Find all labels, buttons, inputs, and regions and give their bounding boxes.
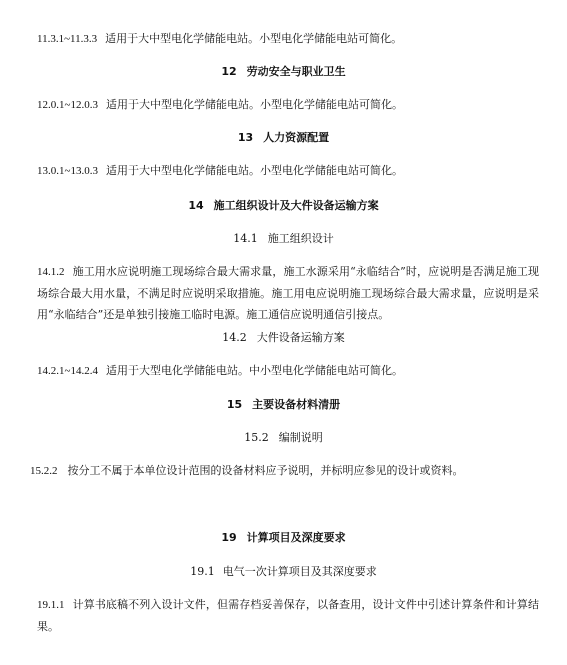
heading-13 [0, 127, 567, 148]
clause-text: 施工用水应说明施工现场综合最大需求量，施工水源采用“永临结合”时，应说明是否满足施工现场综合最大用水量，不满足时应说明采取措施。施工用电应说明施工现场综合最大需求量，应说明是采用“永临结合”还是单独引接施工临时电源。施工通信应说明通信引接点。 [37, 265, 539, 321]
clause-number: 12.0.1~12.0.3 [37, 99, 98, 111]
heading-19-1 [0, 561, 567, 582]
clause-number: 11.3.1~11.3.3 [37, 33, 98, 45]
heading-title: 电气一次计算项目及其深度要求 [222, 565, 377, 578]
heading-number: 19.1 [190, 565, 215, 578]
heading-number: 15.2 [244, 431, 269, 444]
clause-text: 计算书底稿不列入设计文件，但需存档妥善保存，以备查用，设计文件中引述计算条件和计算结果。 [37, 598, 539, 633]
heading-number: 15 [226, 398, 243, 411]
heading-number: 13 [237, 131, 254, 144]
heading-14-2 [0, 327, 567, 348]
heading-number: 14.2 [222, 331, 247, 344]
heading-number: 19 [221, 531, 237, 544]
clause-14-1-2 [37, 261, 539, 325]
heading-title: 计算项目及深度要求 [246, 531, 346, 544]
heading-title: 施工组织设计 [267, 232, 334, 245]
clause-number: 15.2.2 [30, 465, 58, 477]
clause-text: 适用于大中型电化学储能电站。小型电化学储能电站可简化。 [105, 164, 403, 177]
clause-text: 适用于大中型电化学储能电站。小型电化学储能电站可简化。 [105, 32, 403, 45]
clause-11-3-1 [37, 28, 539, 50]
clause-number: 19.1.1 [37, 599, 65, 611]
heading-title: 人力资源配置 [263, 131, 330, 144]
clause-19-1-1 [37, 594, 539, 637]
clause-number: 14.1.2 [37, 266, 65, 278]
heading-number: 14.1 [233, 232, 258, 245]
heading-title: 施工组织设计及大件设备运输方案 [213, 199, 379, 212]
heading-title: 主要设备材料清册 [252, 398, 341, 411]
clause-text: 适用于大中型电化学储能电站。小型电化学储能电站可简化。 [105, 98, 403, 111]
clause-14-2-1 [37, 360, 539, 382]
clause-13-0-1 [37, 160, 539, 182]
clause-12-0-1 [37, 94, 539, 116]
clause-text: 适用于大型电化学储能电站。中小型电化学储能电站可简化。 [105, 364, 403, 377]
clause-number: 14.2.1~14.2.4 [37, 365, 98, 377]
heading-19 [0, 527, 567, 548]
heading-14-1 [0, 228, 567, 249]
clause-number: 13.0.1~13.0.3 [37, 165, 98, 177]
heading-number: 12 [221, 65, 237, 78]
heading-14 [0, 195, 567, 216]
clause-text: 按分工不属于本单位设计范围的设备材料应予说明，并标明应参见的设计或资料。 [67, 464, 464, 477]
clause-15-2-2 [30, 460, 539, 482]
heading-title: 编制说明 [278, 431, 323, 444]
heading-title: 大件设备运输方案 [256, 331, 345, 344]
heading-15 [0, 394, 567, 415]
heading-12 [0, 61, 567, 82]
heading-15-2 [0, 427, 567, 448]
heading-number: 14 [188, 199, 204, 212]
heading-title: 劳动安全与职业卫生 [246, 65, 346, 78]
